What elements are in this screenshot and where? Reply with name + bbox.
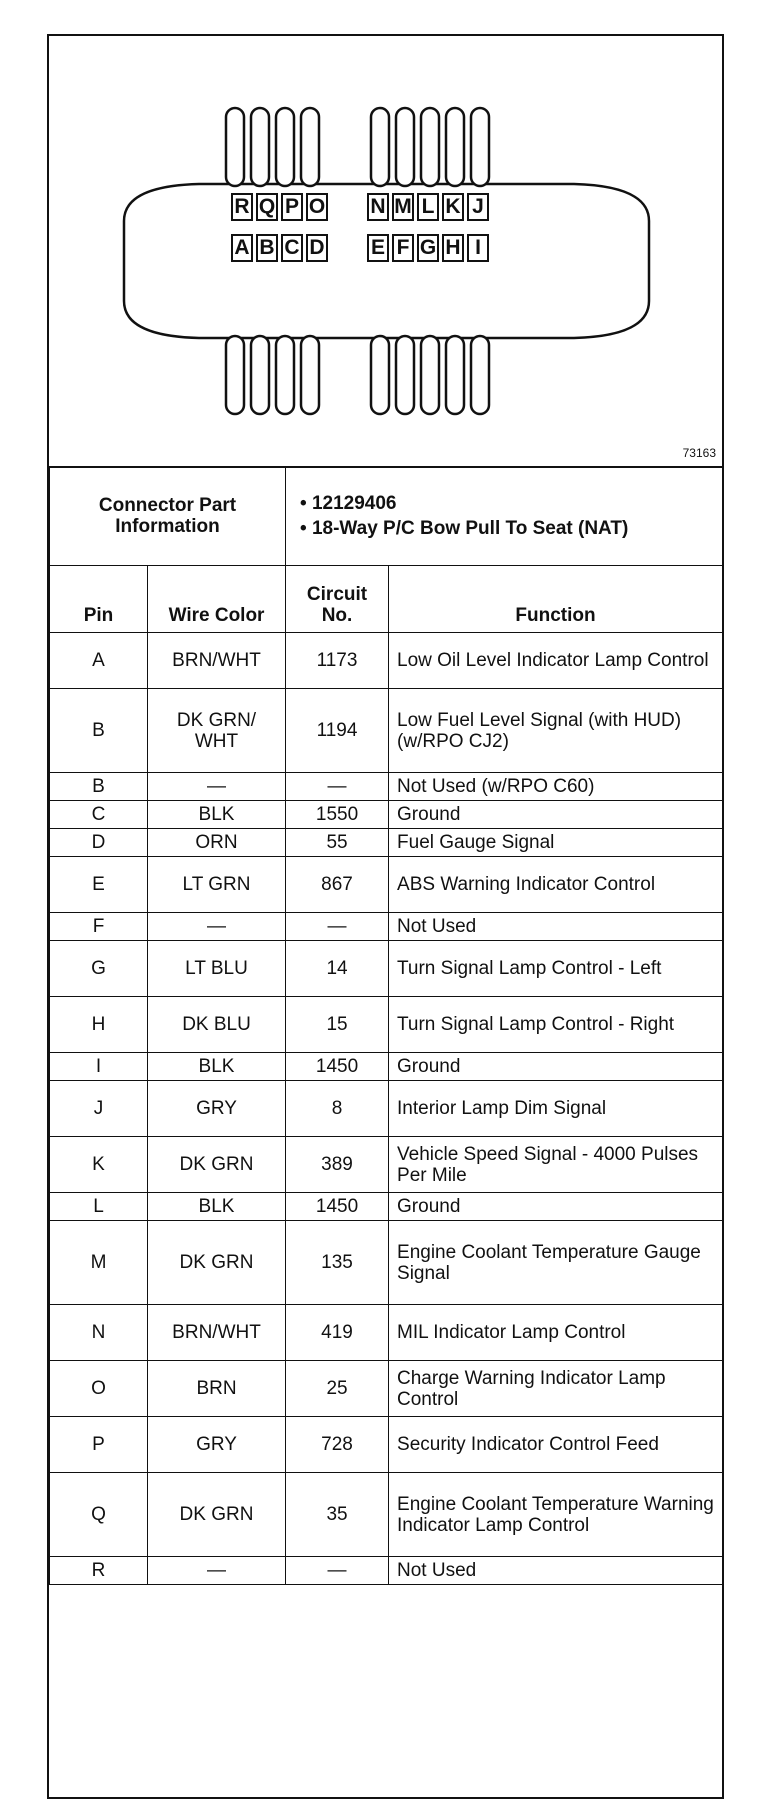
pin-cell: D: [50, 829, 148, 857]
contact-finger: [226, 108, 244, 186]
circuit-cell: 1173: [286, 633, 389, 689]
pin-label: Q: [256, 193, 278, 221]
pin-label: F: [392, 234, 414, 262]
contact-finger: [371, 108, 389, 186]
wire-color-cell: DK GRN: [148, 1473, 286, 1557]
contact-finger: [276, 108, 294, 186]
connector-description: • 18-Way P/C Bow Pull To Seat (NAT): [300, 518, 629, 539]
pin-label: O: [306, 193, 328, 221]
pin-label: M: [392, 193, 414, 221]
wire-color-cell: BRN: [148, 1361, 286, 1417]
pin-cell: F: [50, 913, 148, 941]
table-row: [50, 1473, 723, 1557]
circuit-cell: 1550: [286, 801, 389, 829]
pin-header: Pin: [50, 566, 148, 633]
wire-color-cell: —: [148, 913, 286, 941]
pin-label: H: [442, 234, 464, 262]
circuit-cell: 25: [286, 1361, 389, 1417]
pin-label: D: [306, 234, 328, 262]
circuit-cell: 1450: [286, 1053, 389, 1081]
function-cell: Interior Lamp Dim Signal: [389, 1081, 723, 1137]
contact-finger: [471, 336, 489, 414]
pin-label: C: [281, 234, 303, 262]
table-row: [50, 801, 723, 829]
contact-finger: [396, 108, 414, 186]
function-cell: Engine Coolant Temperature Warning Indicator Lamp Control: [389, 1473, 723, 1557]
function-cell: Low Oil Level Indicator Lamp Control: [389, 633, 723, 689]
circuit-cell: 1194: [286, 689, 389, 773]
connector-info-row: [50, 467, 723, 566]
circuit-cell: —: [286, 773, 389, 801]
pin-cell: B: [50, 773, 148, 801]
circuit-cell: 35: [286, 1473, 389, 1557]
pin-cell: L: [50, 1193, 148, 1221]
circuit-header: Circuit No.: [286, 566, 389, 633]
connector-sheet: [47, 34, 724, 1799]
pin-cell: C: [50, 801, 148, 829]
wire-color-cell: BLK: [148, 1193, 286, 1221]
wire-color-cell: DK GRN: [148, 1221, 286, 1305]
table-header-row: [50, 566, 723, 633]
table-row: [50, 1053, 723, 1081]
wire-color-cell: BRN/WHT: [148, 1305, 286, 1361]
function-cell: Not Used: [389, 1557, 723, 1585]
connector-info-label: Connector Part Information: [50, 467, 286, 566]
table-row: [50, 1081, 723, 1137]
pin-label: P: [281, 193, 303, 221]
function-cell: Ground: [389, 1053, 723, 1081]
circuit-cell: 389: [286, 1137, 389, 1193]
function-cell: Turn Signal Lamp Control - Left: [389, 941, 723, 997]
reference-number: 73163: [682, 446, 716, 460]
pin-cell: R: [50, 1557, 148, 1585]
table-row: [50, 1361, 723, 1417]
pin-label: N: [367, 193, 389, 221]
function-cell: Charge Warning Indicator Lamp Control: [389, 1361, 723, 1417]
table-row: [50, 829, 723, 857]
pin-cell: N: [50, 1305, 148, 1361]
pin-label: R: [231, 193, 253, 221]
pin-cell: P: [50, 1417, 148, 1473]
function-cell: ABS Warning Indicator Control: [389, 857, 723, 913]
pin-label: J: [467, 193, 489, 221]
table-row: [50, 1557, 723, 1585]
contact-finger: [446, 108, 464, 186]
function-cell: Engine Coolant Temperature Gauge Signal: [389, 1221, 723, 1305]
table-row: [50, 941, 723, 997]
wire-color-cell: —: [148, 1557, 286, 1585]
function-cell: Security Indicator Control Feed: [389, 1417, 723, 1473]
table-row: [50, 1137, 723, 1193]
pin-cell: B: [50, 689, 148, 773]
contact-finger: [421, 108, 439, 186]
pin-cell: O: [50, 1361, 148, 1417]
table-row: [50, 913, 723, 941]
function-cell: Low Fuel Level Signal (with HUD) (w/RPO CJ2): [389, 689, 723, 773]
pin-cell: A: [50, 633, 148, 689]
contact-finger: [471, 108, 489, 186]
function-cell: Not Used (w/RPO C60): [389, 773, 723, 801]
pin-cell: H: [50, 997, 148, 1053]
part-number: • 12129406: [300, 493, 397, 514]
pin-cell: E: [50, 857, 148, 913]
wire-color-cell: BLK: [148, 801, 286, 829]
contact-finger: [301, 108, 319, 186]
contact-finger: [251, 108, 269, 186]
wire-color-cell: GRY: [148, 1417, 286, 1473]
contact-finger: [371, 336, 389, 414]
pin-label: K: [442, 193, 464, 221]
wire-color-cell: BLK: [148, 1053, 286, 1081]
wire-color-cell: LT BLU: [148, 941, 286, 997]
function-cell: Ground: [389, 801, 723, 829]
circuit-cell: 419: [286, 1305, 389, 1361]
circuit-cell: —: [286, 913, 389, 941]
circuit-cell: 1450: [286, 1193, 389, 1221]
table-row: [50, 773, 723, 801]
function-cell: Fuel Gauge Signal: [389, 829, 723, 857]
circuit-cell: 728: [286, 1417, 389, 1473]
pin-cell: J: [50, 1081, 148, 1137]
wire-color-cell: DK GRN: [148, 1137, 286, 1193]
circuit-cell: 135: [286, 1221, 389, 1305]
pin-label: E: [367, 234, 389, 262]
contact-finger: [446, 336, 464, 414]
wire-color-cell: —: [148, 773, 286, 801]
pin-cell: K: [50, 1137, 148, 1193]
wire-color-cell: ORN: [148, 829, 286, 857]
pin-label: A: [231, 234, 253, 262]
pin-label: I: [467, 234, 489, 262]
function-cell: Ground: [389, 1193, 723, 1221]
wire-color-cell: DK BLU: [148, 997, 286, 1053]
function-cell: MIL Indicator Lamp Control: [389, 1305, 723, 1361]
circuit-cell: 14: [286, 941, 389, 997]
contact-finger: [396, 336, 414, 414]
pinout-table: [49, 466, 723, 1585]
table-row: [50, 1193, 723, 1221]
circuit-cell: 867: [286, 857, 389, 913]
wire-color-header: Wire Color: [148, 566, 286, 633]
circuit-cell: 15: [286, 997, 389, 1053]
table-row: [50, 1417, 723, 1473]
pin-cell: I: [50, 1053, 148, 1081]
table-row: [50, 997, 723, 1053]
function-header: Function: [389, 566, 723, 633]
wire-color-cell: LT GRN: [148, 857, 286, 913]
wire-color-cell: GRY: [148, 1081, 286, 1137]
function-cell: Turn Signal Lamp Control - Right: [389, 997, 723, 1053]
connector-diagram: [49, 36, 722, 468]
table-row: [50, 633, 723, 689]
wire-color-cell: BRN/WHT: [148, 633, 286, 689]
contact-finger: [421, 336, 439, 414]
circuit-cell: —: [286, 1557, 389, 1585]
table-row: [50, 1305, 723, 1361]
table-row: [50, 689, 723, 773]
pin-label: G: [417, 234, 439, 262]
circuit-cell: 55: [286, 829, 389, 857]
circuit-cell: 8: [286, 1081, 389, 1137]
pin-cell: Q: [50, 1473, 148, 1557]
pin-label: B: [256, 234, 278, 262]
contact-finger: [226, 336, 244, 414]
function-cell: Not Used: [389, 913, 723, 941]
wire-color-cell: DK GRN/ WHT: [148, 689, 286, 773]
table-row: [50, 1221, 723, 1305]
pin-cell: M: [50, 1221, 148, 1305]
connector-info-values: [286, 467, 723, 566]
contact-finger: [301, 336, 319, 414]
table-row: [50, 857, 723, 913]
function-cell: Vehicle Speed Signal - 4000 Pulses Per Mile: [389, 1137, 723, 1193]
pin-label: L: [417, 193, 439, 221]
pin-cell: G: [50, 941, 148, 997]
contact-finger: [251, 336, 269, 414]
contact-finger: [276, 336, 294, 414]
